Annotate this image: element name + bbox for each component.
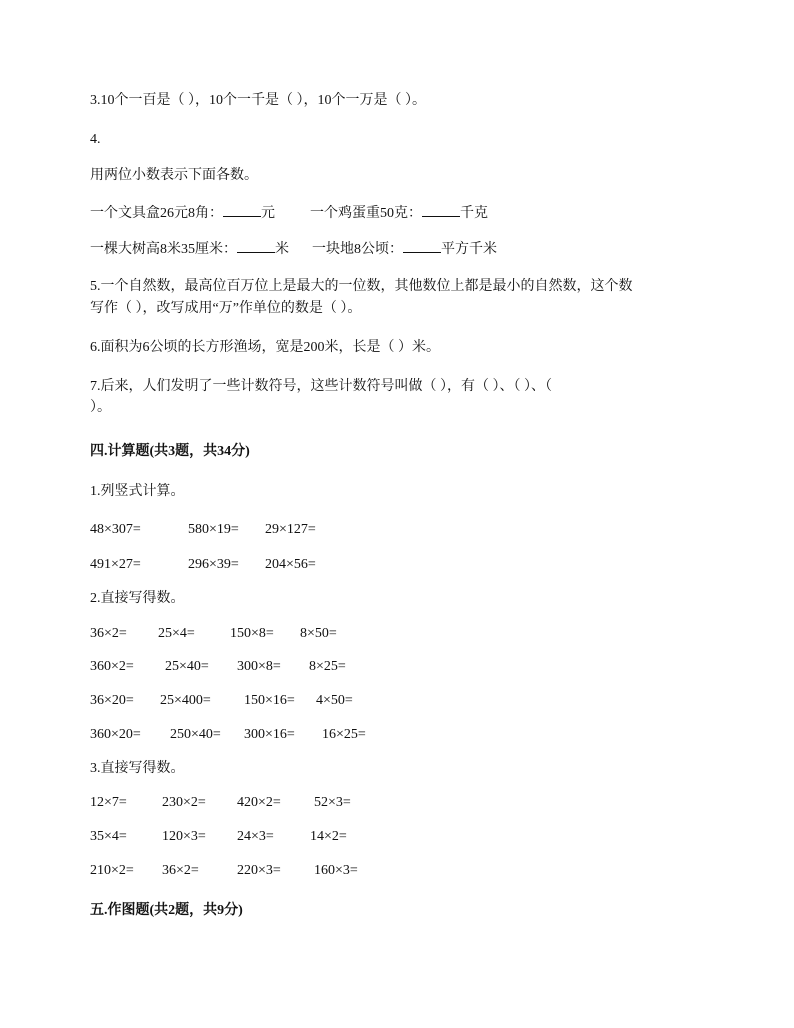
question-5-line-2: 写作（ ），改写成用“万”作单位的数是（ ）。: [90, 301, 362, 316]
item-unit: 千克: [460, 206, 488, 221]
item-prefix: 一个文具盒26元8角：: [90, 206, 223, 221]
calc-expression: 250×40=: [170, 727, 221, 742]
question-5-line-1: 5.一个自然数，最高位百万位上是最大的一位数，其他数位上都是最小的自然数，这个数: [90, 279, 633, 294]
calc-expression: 210×2=: [90, 863, 134, 878]
calc-expression: 24×3=: [237, 829, 274, 844]
calc-expression: 491×27=: [90, 557, 141, 572]
question-3: 3.10个一百是（ ），10个一千是（ ），10个一万是（ ）。: [90, 93, 426, 108]
calc-expression: 36×20=: [90, 693, 134, 708]
answer-blank[interactable]: [422, 202, 460, 217]
answer-blank[interactable]: [223, 202, 261, 217]
calc-3-title: 3.直接写得数。: [90, 761, 185, 776]
calc-expression: 25×40=: [165, 659, 209, 674]
item-prefix: 一棵大树高8米35厘米：: [90, 242, 237, 257]
calc-expression: 8×50=: [300, 626, 337, 641]
item-prefix: 一个鸡蛋重50克：: [310, 206, 422, 221]
answer-blank[interactable]: [403, 238, 441, 253]
item-prefix: 一块地8公顷：: [312, 242, 403, 257]
question-7-line-2: ）。: [90, 400, 111, 415]
item-unit: 平方千米: [441, 242, 497, 257]
calc-1-title: 1.列竖式计算。: [90, 484, 185, 499]
question-4-row-1: [90, 202, 488, 224]
calc-expression: 16×25=: [322, 727, 366, 742]
calc-expression: 35×4=: [90, 829, 127, 844]
calc-expression: 580×19=: [188, 522, 239, 537]
calc-expression: 360×2=: [90, 659, 134, 674]
calc-expression: 360×20=: [90, 727, 141, 742]
calc-expression: 300×8=: [237, 659, 281, 674]
section-5-heading: 五.作图题(共2题，共9分): [90, 903, 243, 918]
item-unit: 元: [261, 206, 275, 221]
calc-expression: 4×50=: [316, 693, 353, 708]
calc-expression: 25×400=: [160, 693, 211, 708]
calc-expression: 36×2=: [162, 863, 199, 878]
item-unit: 米: [275, 242, 289, 257]
question-7-line-1: 7.后来，人们发明了一些计数符号，这些计数符号叫做（ ），有（ ）、（ ）、（: [90, 379, 552, 394]
calc-expression: 160×3=: [314, 863, 358, 878]
calc-expression: 150×16=: [244, 693, 295, 708]
calc-expression: 48×307=: [90, 522, 141, 537]
calc-expression: 300×16=: [244, 727, 295, 742]
calc-expression: 204×56=: [265, 557, 316, 572]
calc-expression: 25×4=: [158, 626, 195, 641]
answer-blank[interactable]: [237, 238, 275, 253]
calc-expression: 120×3=: [162, 829, 206, 844]
calc-expression: 52×3=: [314, 795, 351, 810]
calc-expression: 29×127=: [265, 522, 316, 537]
question-6: 6.面积为6公顷的长方形渔场，宽是200米，长是（ ）米。: [90, 340, 440, 355]
calc-expression: 14×2=: [310, 829, 347, 844]
calc-expression: 8×25=: [309, 659, 346, 674]
calc-2-title: 2.直接写得数。: [90, 591, 185, 606]
question-4-row-2: [90, 238, 497, 260]
calc-expression: 296×39=: [188, 557, 239, 572]
calc-expression: 420×2=: [237, 795, 281, 810]
calc-expression: 220×3=: [237, 863, 281, 878]
section-4-heading: 四.计算题(共3题，共34分): [90, 444, 250, 459]
question-4-number: 4.: [90, 132, 101, 147]
calc-expression: 36×2=: [90, 626, 127, 641]
calc-expression: 12×7=: [90, 795, 127, 810]
calc-expression: 150×8=: [230, 626, 274, 641]
calc-expression: 230×2=: [162, 795, 206, 810]
question-4-instruction: 用两位小数表示下面各数。: [90, 168, 258, 183]
